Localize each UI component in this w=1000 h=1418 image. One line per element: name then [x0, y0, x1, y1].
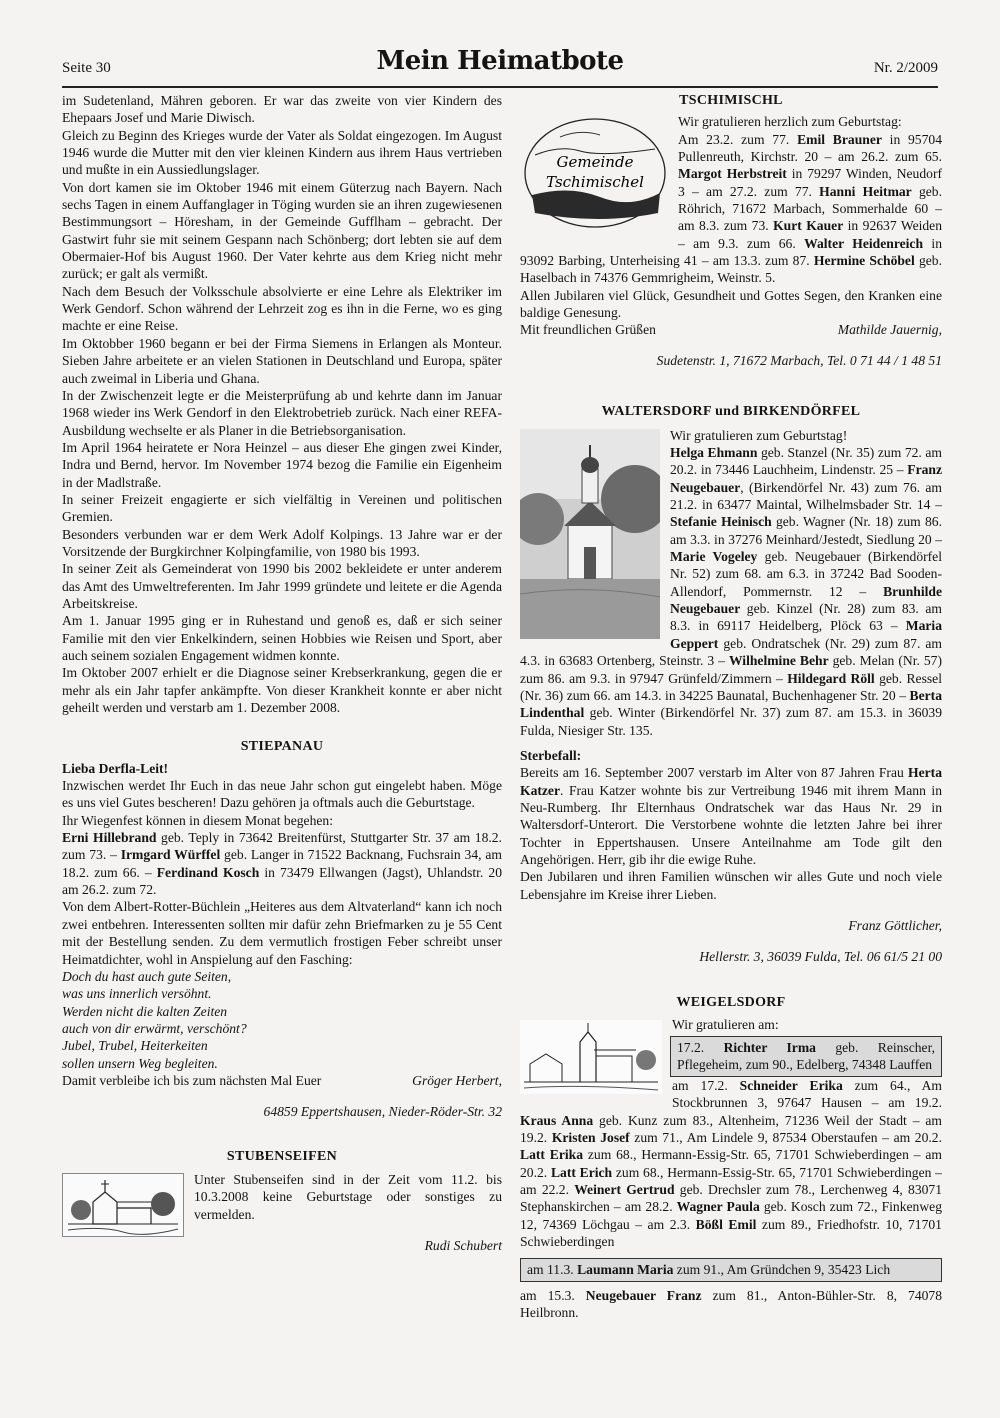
person-name: Hermine Schöbel — [813, 253, 915, 269]
entry-text: zum 81., Anton-Bühler-Str. 8, 74078 Heilbronn. — [520, 1287, 943, 1320]
person-name: Irmgard Würffel — [120, 847, 221, 863]
poem-line: sollen unsern Weg begleiten. — [62, 1055, 218, 1071]
intro-paragraph: Inzwischen werdet Ihr Euch in das neue Jahr schon gut eingelebt haben. Möge es uns viel Gutes bescheren! Dazu gehören ja oftmals auch die Geburtstage. — [62, 778, 502, 811]
left-column — [62, 92, 502, 1268]
entry-text: geb. Kunz zum 83., Altenheim, 71236 Weil der Stadt – am 19.2. — [520, 1112, 943, 1145]
entry-text: am 17.2. — [672, 1077, 740, 1093]
entry-text: geb. Teply in 73642 Breitenfürst, Stuttgarter Str. 37 am 18.2. zum 73. – — [62, 830, 502, 863]
entry-text: am 11.3. — [527, 1262, 578, 1278]
entry-text: zum 89., Friedhofstr. 10, 71701 Schwieberdingen — [520, 1216, 942, 1249]
entry-text: geb. Winter (Birkendörfel Nr. 37) zum 87. am 15.3. in 36039 Fulda, Niesiger Str. 135. — [520, 705, 942, 738]
person-name: Wilhelmine Behr — [728, 653, 829, 669]
entry-text: am 15.3. — [520, 1287, 586, 1303]
bio-paragraph: im Sudetenland, Mähren geboren. Er war das zweite von vier Kindern des Ehepaars Josef und Marie Diwisch. — [62, 93, 502, 126]
person-name: Stefanie Heinisch — [670, 514, 772, 530]
bio-paragraph: Besonders verbunden war er dem Werk Adolf Kolpings. 13 Jahre war er der Vorsitzende der Burgkirchner Kolpingfamilie, von 1980 bis 1993. — [62, 526, 502, 559]
bio-paragraph: In seiner Zeit als Gemeinderat von 1990 bis 2002 bekleidete er unter anderem das Amt des Umweltreferenten. Im Jahr 1999 gründete und leitete er die Agenda Arbeitskreise. — [62, 561, 502, 611]
highlight-box — [520, 1258, 942, 1281]
entry-text: geb. Langer in 71522 Backnang, Fuchsrain 34, am 18.2. zum 66. – — [62, 847, 502, 880]
bio-paragraph: Nach dem Besuch der Volksschule absolvierte er eine Lehre als Elektriker im Werk Gendorf. Schon während der Lehrzeit zog es ihn in die Ferne, wo es ging machte er eine Reise. — [62, 283, 502, 334]
issue-number: Nr. 2/2009 — [873, 60, 938, 76]
section-heading-stubenseifen: STUBENSEIFEN — [226, 1148, 338, 1164]
entry-text: geb. Haselbach in 74376 Gemmrigheim, Weinstr. 5. — [520, 253, 942, 286]
bio-paragraph: In der Zwischenzeit legte er die Meisterprüfung ab und kehrte dann im Januar 1968 wieder ins Werk Gendorf in den Elektrobetrieb zurück. Nach einer REFA-Ausbildung wechselte er als Planer in die Betriebsorganisation. — [62, 387, 502, 438]
entry-text: geb. Kosch zum 72., Finkenweg 12, 74369 Löchgau – am 2.3. — [520, 1199, 942, 1232]
person-name: Helga Ehmann — [670, 445, 758, 461]
page-header — [62, 46, 938, 86]
person-name: Wagner Paula — [676, 1199, 760, 1215]
person-name: Neugebauer Franz — [585, 1287, 702, 1303]
section-heading-stiepanau: STIEPANAU — [240, 739, 324, 755]
section-heading-tschimischl: TSCHIMISCHL — [679, 93, 783, 108]
death-heading: Sterbefall: — [520, 747, 582, 763]
bio-paragraph: Im Oktober 2007 erhielt er die Diagnose seiner Krebserkrankung, gegen die er mehr als ein Jahr tapfer ankämpfte. Von dieser Krankheit konnte er aber nicht geheilt werden und verstarb am 1. Dezember 2008. — [62, 665, 502, 716]
header-rule — [62, 86, 938, 88]
bio-paragraph: Im Oktobber 1960 begann er bei der Firma Siemens in Erlangen als Monteur. Sieben Jahre arbeitete er an vielen Stationen in Deutschland und Europa, später auch zweimal in Liberia und Ghana. — [62, 335, 502, 386]
page-number: Seite 30 — [62, 60, 111, 76]
poem-line: Jubel, Trubel, Heiterkeiten — [62, 1038, 208, 1054]
signature-address: Sudetenstr. 1, 71672 Marbach, Tel. 0 71 44 / 1 48 51 — [656, 353, 942, 369]
entry-text: zum 64., Am Stockbrunnen 3, 97647 Hausen – am 19.2. — [672, 1077, 942, 1111]
birthday-list — [520, 1077, 942, 1250]
lead-line: Ihr Wiegenfest können in diesem Monat begehen: — [62, 812, 333, 828]
person-name: Maria Geppert — [670, 618, 942, 651]
entry-text: zum 91., Am Gründchen 9, 35423 Lich — [673, 1262, 891, 1278]
entry-text: geb. Ressel (Nr. 36) zum 66. am 14.3. in 34225 Baunatal, Buchenhagener Str. 20 – — [520, 670, 942, 703]
person-name: Emil Brauner — [797, 131, 882, 147]
intro-line: Wir gratulieren am: — [672, 1016, 779, 1032]
seal-text-1: Gemeinde — [556, 153, 634, 172]
tschimischl-block — [520, 113, 942, 369]
signature-line — [520, 321, 942, 338]
highlight-box — [670, 1036, 942, 1077]
gemeinde-seal-image — [520, 115, 670, 235]
signature-name: Mathilde Jauernig, — [837, 322, 942, 338]
poem-line: Doch du hast auch gute Seiten, — [62, 968, 232, 984]
entry-text: , (Birkendörfel Nr. 43) zum 76. am 21.2. in 63477 Maintal, Wilhelmsbader Str. 14 – — [670, 479, 942, 513]
wish-paragraph: Den Jubilaren und ihren Familien wünschen wir alles Gute und noch viele Lebensjahre im Kreise ihrer Lieben. — [520, 869, 942, 902]
person-name: Erni Hillebrand — [62, 830, 157, 846]
birthday-list — [62, 829, 502, 898]
entry-text: zum 68., Hermann-Essig-Str. 65, 71701 Schwieberdingen – am 20.2. — [520, 1147, 942, 1180]
weigelsdorf-block — [520, 1016, 942, 1322]
entry-text: in 73479 Ellwangen (Jagst), Uhlandstr. 20 am 26.2. zum 72. — [62, 864, 502, 898]
entry-text: geb. Wagner (Nr. 18) zum 86. am 3.3. in 37276 Meinhard/Jestedt, Siedlung 20 – — [670, 514, 942, 547]
entry-text: geb. Kinzel (Nr. 28) zum 83. am 8.3. in 69117 Heidelberg, Plöck 63 – — [670, 601, 942, 634]
person-name: Richter Irma — [723, 1040, 816, 1056]
intro-line: Wir gratulieren herzlich zum Geburtstag: — [678, 114, 902, 130]
entry-text: in 79297 Winden, Neudorf 3 – am 27.2. zum 77. — [678, 166, 942, 199]
person-name: Kurt Kauer — [773, 218, 844, 234]
person-name: Latt Erich — [550, 1164, 613, 1180]
entry-text: in 95704 Pullenreuth, Kirchstr. 20 – am 26.2. zum 65. — [678, 131, 942, 165]
entry-text: geb. Drechsler zum 78., Lerchenweg 4, 83071 Stephanskirchen – am 28.2. — [520, 1181, 943, 1215]
entry-text: geb. Neugebauer (Birkendörfel Nr. 52) zum 68. am 6.3. in 37242 Bad Sooden-Allendorf, Pommernstr. 12 – — [670, 549, 942, 599]
person-name: Kristen Josef — [551, 1129, 630, 1145]
church-sketch-image — [62, 1173, 184, 1237]
person-name: Latt Erika — [520, 1147, 584, 1163]
poem-line: auch von dir erwärmt, verschönt? — [62, 1020, 247, 1036]
entry-text: geb. Stanzel (Nr. 35) zum 72. am 20.2. in 73446 Lauchheim, Lindenstr. 25 – — [670, 445, 942, 478]
signature-name: Rudi Schubert — [424, 1237, 502, 1253]
greeting-text: Mit freundlichen Grüßen — [520, 322, 656, 338]
village-sketch-image — [520, 1020, 662, 1094]
entry-text: Bereits am 16. September 2007 verstarb im Alter von 87 Jahren Frau — [520, 765, 909, 781]
entry-text: geb. Reinscher, Pflegeheim, zum 90., Edelberg, 74348 Lauffen — [677, 1040, 935, 1073]
entry-text: zum 71., Am Lindele 9, 87534 Oberstaufen – am 20.2. — [629, 1129, 942, 1145]
signature-name: Franz Göttlicher, — [848, 917, 942, 933]
entry-text: in 92637 Weiden – am 9.3. zum 66. — [678, 218, 943, 251]
entry-text: geb. Melan (Nr. 57) zum 86. am 9.3. in 97947 Grünfeld/Zimmern – — [520, 653, 942, 686]
intro-line: Wir gratulieren zum Geburtstag! — [670, 427, 848, 443]
entry-text: zum 68., Hermann-Essig-Str. 65, 71701 Schwieberdingen – am 22.2. — [520, 1164, 942, 1197]
bio-paragraph: Gleich zu Beginn des Krieges wurde der Vater als Soldat eingezogen. Im August 1946 wurde die Mutter mit den vier kleinen Kindern aus ihrem Haus vertrieben und mußte in ein Aussiedlungslager. — [62, 127, 502, 178]
bio-paragraph: Im April 1964 heiratete er Nora Heinzel – aus dieser Ehe gingen zwei Kinder, Indra und Bernd, hervor. Im November 1974 bezog die Familie ein Eigenheim in der Madlstraße. — [62, 439, 502, 490]
person-name: Bößl Emil — [695, 1216, 757, 1232]
person-name: Kraus Anna — [520, 1112, 594, 1128]
person-name: Hildegard Röll — [787, 670, 875, 686]
entry-text: geb. Ondratschek (Nr. 29) zum 87. am 4.3. in 63683 Ortenberg, Steinstr. 3 – — [520, 635, 942, 669]
person-name: Weinert Gertrud — [574, 1181, 675, 1197]
entry-text: geb. Röhrich, 71672 Marbach, Sommerhalde 60 – am 8.3. zum 73. — [678, 183, 942, 234]
section-heading-waltersdorf: WALTERSDORF und BIRKENDÖRFEL — [601, 404, 861, 420]
person-name: Berta Lindenthal — [520, 687, 942, 721]
birthday-entry — [520, 1287, 942, 1322]
person-name: Herta Katzer — [520, 765, 942, 798]
person-name: Margot Herbstreit — [678, 166, 787, 182]
signature-address: Hellerstr. 3, 36039 Fulda, Tel. 06 61/5 21 00 — [699, 948, 942, 964]
greeting: Lieba Derfla-Leit! — [62, 760, 169, 776]
poem-line: was uns innerlich versöhnt. — [62, 986, 212, 1002]
person-name: Schneider Erika — [739, 1077, 843, 1093]
person-name: Franz Neugebauer — [670, 462, 942, 495]
bio-paragraph: In seiner Freizeit engagierte er sich vielfältig in Vereinen und politischen Gremien. — [62, 491, 502, 525]
signature-address: 64859 Eppertshausen, Nieder-Röder-Str. 32 — [263, 1103, 502, 1119]
bio-paragraph: Von dort kamen sie im Oktober 1946 mit einem Güterzug nach Bayern. Nach sechs Tagen in einem Auffanglager in Töging wurden sie an ihren zugewiesenen Bestimmungsort – Höresham, in der Gemeinde Gufflham – gebracht. Der Gastwirt fuhr sie mit seinem Gespann nach Schönberg; dort lebten sie auf dem Obermaier-Hof bis August 1960. Der Vater kehrte aus dem Krieg nicht mehr zurück; er galt als vermißt. — [62, 179, 502, 282]
stubenseifen-block — [62, 1171, 502, 1254]
seal-text-2: Tschimischel — [546, 173, 644, 192]
chapel-photo-image — [520, 429, 660, 639]
entry-text: . Frau Katzer wohnte bis zur Vertreibung 1946 mit ihrem Mann in Neu-Rumberg. Ihr Elternhaus Ondratschek war das Haus Nr. 29 in Waltersdorf-Unterort. Die Verstorbene wohnte die letzten Jahre bei ihrer Tochter in Eppertshausen. Unsere Anteilnahme am Tode gilt den Angehörigen. Herr, gib ihr die ewige Ruhe. — [520, 782, 942, 867]
person-name: Hanni Heitmar — [819, 183, 912, 199]
person-name: Marie Vogeley — [670, 549, 758, 565]
signature-line — [62, 1072, 502, 1089]
booklet-paragraph: Von dem Albert-Rotter-Büchlein „Heiteres aus dem Altvaterland“ kann ich noch zwei entbehren. Interessenten sollten mir dafür zehn Briefmarken zu je 55 Cent mit der Bestellung senden. Zu dem vermutlich frostigen Feber schreibt unser Heimatdichter, wohl in Anspielung auf den Fasching: — [62, 899, 502, 967]
wish-paragraph: Allen Jubilaren viel Glück, Gesundheit und Gottes Segen, den Kranken eine baldige Genesung. — [520, 287, 942, 321]
entry-text: in 93092 Barbing, Unterheising 41 – am 13.3. zum 87. — [520, 235, 942, 269]
signature-name: Gröger Herbert, — [412, 1072, 502, 1088]
person-name: Laumann Maria — [577, 1262, 674, 1278]
masthead: Mein Heimatbote — [376, 46, 624, 76]
entry-text: Am 23.2. zum 77. — [678, 131, 798, 147]
stubenseifen-text: Unter Stubenseifen sind in der Zeit vom 11.2. bis 10.3.2008 keine Geburtstage oder sonstiges zu vermelden. — [194, 1172, 502, 1222]
death-notice — [520, 764, 942, 868]
waltersdorf-block — [520, 427, 942, 965]
person-name: Walter Heidenreich — [804, 235, 924, 251]
section-heading-weigelsdorf: WEIGELSDORF — [676, 995, 786, 1011]
poem-line: Werden nicht die kalten Zeiten — [62, 1003, 228, 1019]
person-name: Ferdinand Kosch — [156, 864, 260, 880]
closing-text: Damit verbleibe ich bis zum nächsten Mal Euer — [62, 1072, 322, 1088]
right-column — [520, 92, 942, 1321]
person-name: Brunhilde Neugebauer — [670, 583, 942, 617]
bio-paragraph: Am 1. Januar 1995 ging er in Ruhestand und genoß es, daß er sich seiner Familie mit den vier Enkelkindern, seinen Hobbies wie Reisen und Sport, aber auch seinem sozialen Engagement widmen konnte. — [62, 613, 502, 663]
entry-text: 17.2. — [677, 1040, 724, 1056]
